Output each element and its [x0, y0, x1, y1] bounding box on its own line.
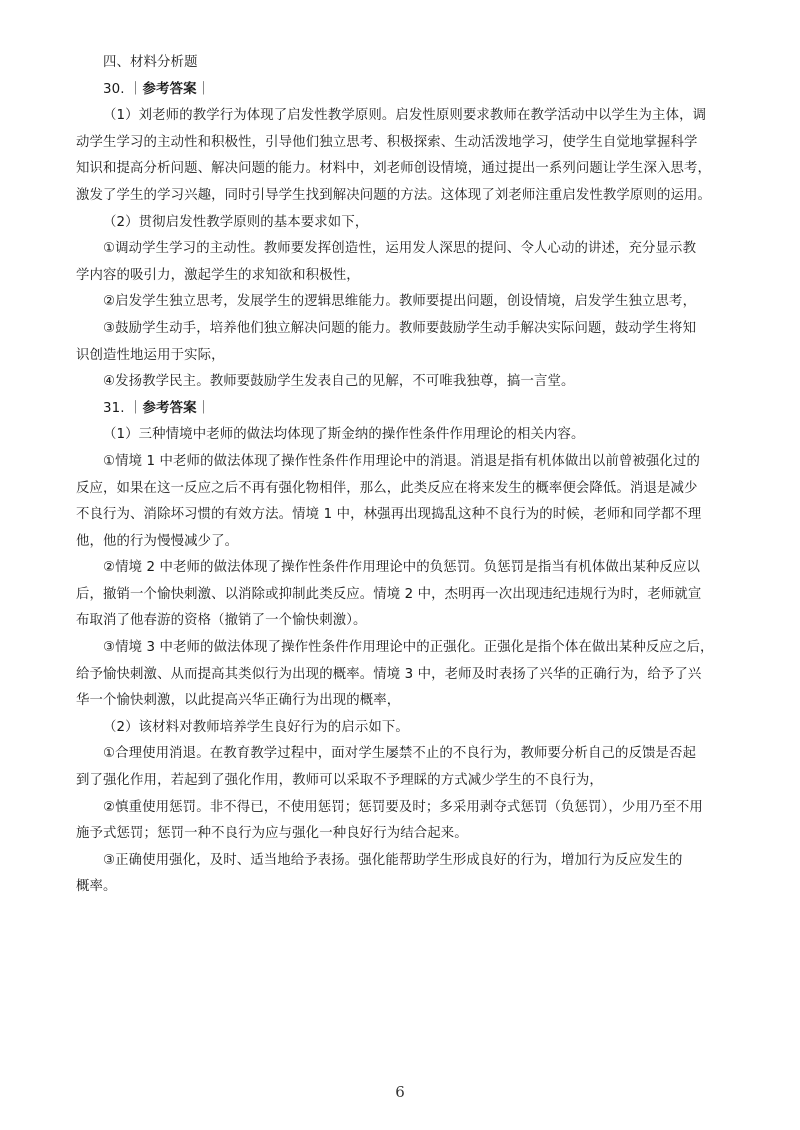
q31-line-5: 他，他的行为慢慢减少了。 [76, 533, 239, 549]
q31-line-10: 给予愉快刺激、从而提高其类似行为出现的概率。情境 3 中，老师及时表扬了兴华的正确行为，给予了兴 [76, 666, 702, 682]
q31-line-9: ③情境 3 中老师的做法体现了操作性条件作用理论中的正强化。正强化是指个体在做出某种反应之后， [103, 640, 714, 656]
q30-line-6: ①调动学生学习的主动性。教师要发挥创造性，运用发人深思的提问、令人心动的讲述，充分显示教 [103, 241, 697, 257]
q31-number: 31. [103, 400, 125, 416]
page-number: 6 [395, 1083, 405, 1101]
q31-line-18: 概率。 [76, 879, 117, 895]
q31-line-17: ③正确使用强化，及时、适当地给予表扬。强化能帮助学生形成良好的行为，增加行为反应发生的 [103, 852, 683, 868]
q30-number: 30. [103, 81, 125, 97]
q31-line-13: ①合理使用消退。在教育教学过程中，面对学生屡禁不止的不良行为，教师要分析自己的反馈是否起 [103, 746, 697, 762]
q30-line-1: （1）刘老师的教学行为体现了启发性教学原则。启发性原则要求教师在教学活动中以学生为主体，调 [103, 108, 707, 124]
q30-line-7: 学内容的吸引力，激起学生的求知欲和积极性， [76, 267, 360, 283]
q31-line-2: ①情境 1 中老师的做法体现了操作性条件作用理论中的消退。消退是指有机体做出以前曾被强化过的 [103, 453, 700, 469]
q30-line-11: ④发扬教学民主。教师要鼓励学生发表自己的见解，不可唯我独尊，搞一言堂。 [103, 374, 575, 390]
q31-line-8: 布取消了他春游的资格（撤销了一个愉快刺激）。 [76, 613, 367, 629]
q30-line-10: 识创造性地运用于实际， [76, 347, 225, 363]
q31-line-15: ②慎重使用惩罚。非不得已，不使用惩罚；惩罚要及时；多采用剥夺式惩罚（负惩罚），少用乃至不用 [103, 799, 703, 815]
q30-label: 参考答案 [142, 81, 197, 97]
document-page [76, 50, 736, 901]
q30-line-2: 动学生学习的主动性和积极性，引导他们独立思考、积极探索、生动活泼地学习，使学生自觉地掌握科学 [76, 134, 698, 150]
q31-label-close: ｜ [196, 400, 211, 416]
q31-line-3: 反应，如果在这一反应之后不再有强化物相伴，那么，此类反应在将来发生的概率便会降低。消退是减少 [76, 480, 698, 496]
q31-label: 参考答案 [142, 400, 197, 416]
q31-line-4: 不良行为、消除坏习惯的有效方法。情境 1 中，林强再出现捣乱这种不良行为的时候，老师和同学都不理 [76, 507, 702, 523]
section-title: 四、材料分析题 [103, 55, 198, 70]
q31-header [76, 396, 736, 423]
q30-line-8: ②启发学生独立思考，发展学生的逻辑思维能力。教师要提出问题，创设情境，启发学生独立思考， [103, 294, 697, 310]
q31-label-open: ｜ [124, 400, 143, 416]
q30-line-9: ③鼓励学生动手，培养他们独立解决问题的能力。教师要鼓励学生动手解决实际问题，鼓动学生将知 [103, 320, 697, 336]
q30-line-5: （2）贯彻启发性教学原则的基本要求如下， [103, 214, 369, 230]
q30-label-open: ｜ [124, 81, 143, 97]
q30-line-3: 知识和提高分析问题、解决问题的能力。材料中，刘老师创设情境，通过提出一系列问题让学生深入思考， [76, 161, 711, 177]
q30-label-close: ｜ [196, 81, 211, 97]
q31-line-14: 到了强化作用，若起到了强化作用，教师可以采取不予理睬的方式减少学生的不良行为， [76, 773, 603, 789]
q31-line-6: ②情境 2 中老师的做法体现了操作性条件作用理论中的负惩罚。负惩罚是指当有机体做出某种反应以 [103, 560, 700, 576]
q31-line-16: 施予式惩罚；惩罚一种不良行为应与强化一种良好行为结合起来。 [76, 826, 468, 842]
q31-line-11: 华一个愉快刺激，以此提高兴华正确行为出现的概率， [76, 693, 401, 709]
q31-line-12: （2）该材料对教师培养学生良好行为的启示如下。 [103, 719, 409, 735]
q30-line-4: 激发了学生的学习兴趣，同时引导学生找到解决问题的方法。这体现了刘老师注重启发性教学原则的运用。 [76, 187, 711, 203]
q31-line-7: 后，撤销一个愉快刺激、以消除或抑制此类反应。情境 2 中，杰明再一次出现违纪违规行为时，老师就宣 [76, 586, 702, 602]
q30-header [76, 77, 736, 104]
q31-line-1: （1）三种情境中老师的做法均体现了斯金纳的操作性条件作用理论的相关内容。 [103, 427, 585, 443]
